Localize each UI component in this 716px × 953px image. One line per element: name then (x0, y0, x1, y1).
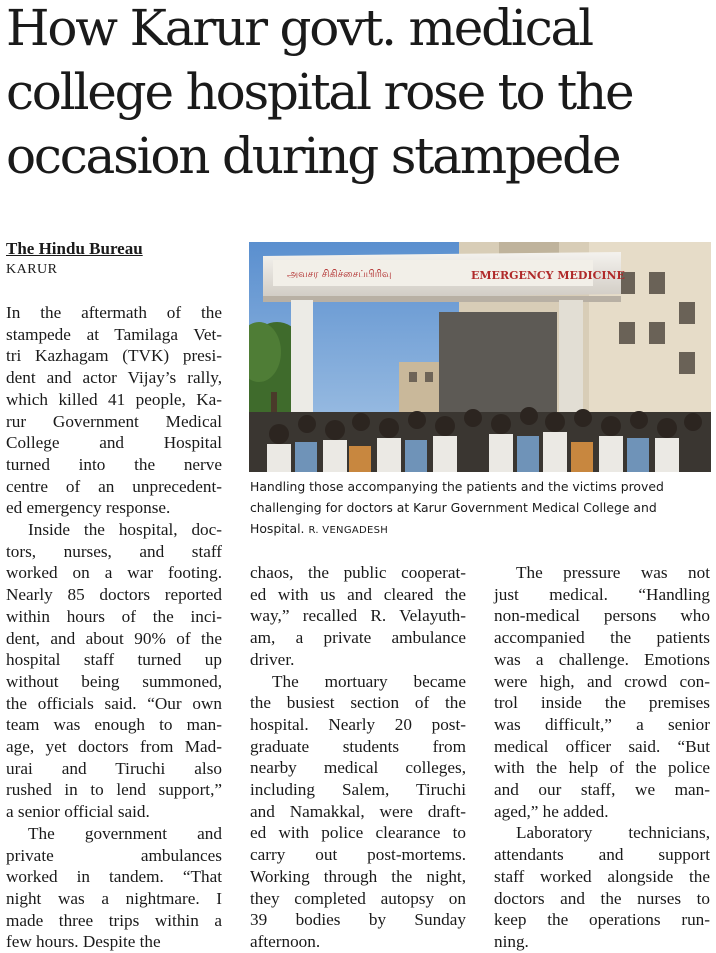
article-line: without being summoned, (6, 671, 222, 691)
article-line: trol inside the premises (494, 693, 710, 713)
article-line: ed emergency response. (6, 498, 171, 518)
article-line: team was enough to man- (6, 715, 222, 735)
article-line: In the aftermath of the (6, 303, 222, 322)
article-column-1 (6, 302, 222, 953)
article-line: worked in tandem. “That (6, 867, 222, 887)
article-line: Inside the hospital, doc- (28, 520, 222, 540)
news-photo (249, 242, 711, 472)
article-line: hospital staff turned up (6, 650, 222, 670)
article-line: few hours. Despite the (6, 932, 161, 952)
article-line: within hours of the inci- (6, 606, 222, 626)
article-line: with the help of the police (494, 758, 710, 778)
article-line: way,” recalled R. Velayuth- (250, 606, 466, 626)
headline (6, 0, 712, 188)
article-line: worked on a war footing. (6, 563, 222, 583)
article-line: doctors and the nurses to (494, 888, 710, 908)
article-line: 39 bodies by Sunday (250, 910, 466, 930)
article-line: and our staff, we man- (494, 780, 710, 800)
caption-line: challenging for doctors at Karur Government Medical College and (250, 500, 657, 515)
article-line: The pressure was not (516, 563, 710, 582)
article-line: and Namakkal, were draft- (250, 801, 466, 821)
article-line: centre of an unprecedent- (6, 476, 222, 496)
article-line: were high, and crowd con- (494, 671, 710, 691)
article-line: was a challenge. Emotions (494, 649, 710, 669)
article-line: private ambulances (6, 845, 222, 865)
article-line: graduate students from (250, 736, 466, 756)
article-line: was difficult,” a senior (494, 714, 710, 734)
article-line: the busiest section of the (250, 693, 466, 713)
article-column-3 (494, 562, 710, 953)
caption-text: Hospital. (250, 521, 305, 536)
article-line: tri Kazhagam (TVK) presi- (6, 346, 222, 366)
article-line: just medical. “Handling (494, 584, 710, 604)
article-line: ed with police clearance to (250, 823, 466, 843)
byline[interactable]: The Hindu Bureau (6, 239, 143, 258)
article-line: carry out post-mortems. (250, 845, 466, 865)
headline-line: How Karur govt. medical (6, 0, 592, 57)
photo-caption (250, 476, 712, 541)
headline-line: occasion during stampede (6, 127, 620, 185)
article-line: made three trips within a (6, 910, 222, 930)
dateline: KARUR (6, 262, 58, 277)
article-line: turned into the nerve (6, 454, 222, 474)
photo-credit: R. VENGADESH (308, 525, 389, 536)
article-line: tors, nurses, and staff (6, 541, 222, 561)
sign-tamil: அவசர சிகிச்சைப்பிரிவு (287, 269, 392, 280)
article-line: which killed 41 people, Ka- (6, 389, 222, 409)
caption-line (250, 518, 712, 541)
article-line: keep the operations run- (494, 910, 710, 930)
article-line: rushed in to lend support,” (6, 780, 222, 800)
article-line: they completed autopsy on (250, 888, 466, 908)
article-line: The government and (28, 823, 222, 843)
article-line: am, a private ambulance (250, 628, 466, 648)
headline-line: college hospital rose to the (6, 63, 633, 121)
caption-line: Handling those accompanying the patients and the victims proved (250, 479, 664, 494)
article-line: staff worked alongside the (494, 866, 710, 886)
article-line: a senior official said. (6, 802, 150, 822)
article-line: Working through the night, (250, 866, 466, 886)
article-line: nearby medical colleges, (250, 758, 466, 778)
article-line: College and Hospital (6, 433, 222, 453)
article-line: ed with us and cleared the (250, 584, 466, 604)
article-line: stampede at Tamilaga Vet- (6, 324, 222, 344)
article-line: rur Government Medical (6, 411, 222, 431)
article-line: night was a nightmare. I (6, 888, 222, 908)
article-line: age, yet doctors from Mad- (6, 737, 222, 757)
article-line: afternoon. (250, 931, 321, 951)
article-line: aged,” he added. (494, 801, 609, 821)
article-line: attendants and support (494, 845, 710, 865)
article-line: the officials said. “Our own (6, 693, 222, 713)
article-line: ning. (494, 931, 529, 951)
article-column-2 (250, 562, 466, 953)
article-line: urai and Tiruchi also (6, 758, 222, 778)
article-line: chaos, the public cooperat- (250, 563, 466, 582)
article-line: including Salem, Tiruchi (250, 780, 466, 800)
article-line: medical officer said. “But (494, 736, 710, 756)
article-line: dent and actor Vijay’s rally, (6, 368, 222, 388)
article-line: The mortuary became (272, 671, 466, 691)
article-line: Laboratory technicians, (516, 823, 710, 843)
article-line: Nearly 85 doctors reported (6, 585, 222, 605)
sign-english: EMERGENCY MEDICINE (471, 269, 625, 282)
article-line: hospital. Nearly 20 post- (250, 714, 466, 734)
article-line: accompanied the patients (494, 628, 710, 648)
article-line: driver. (250, 649, 295, 669)
article-line: non-medical persons who (494, 606, 710, 626)
article-line: dent, and about 90% of the (6, 628, 222, 648)
